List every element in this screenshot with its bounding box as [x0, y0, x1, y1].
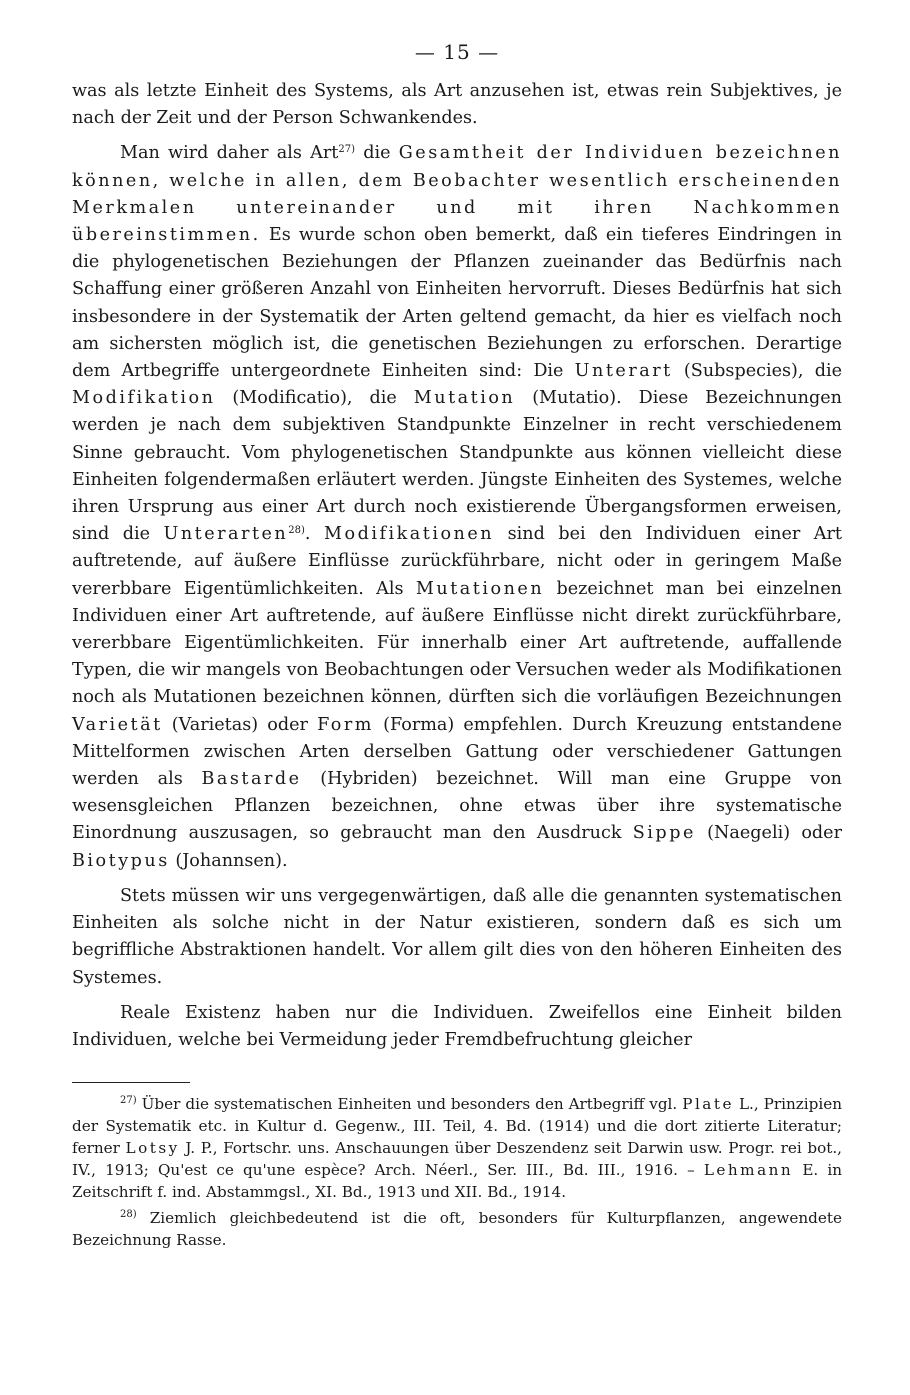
footnote-ref: 28) — [288, 525, 305, 537]
footnote-ref: 27) — [120, 1095, 137, 1107]
spaced-term: Form — [317, 714, 374, 735]
footnote — [72, 1207, 842, 1251]
paragraph — [72, 140, 842, 874]
spaced-term: Bastarde — [201, 769, 302, 790]
text-run: Stets müssen wir uns vergegenwärtigen, daß alle die genannten systematischen Einheiten als solche nicht in der Natur existieren, sondern daß es sich um begriffliche Abstraktionen handelt. Vor allem gilt dies von den höheren Einheiten des Systemes. — [72, 885, 842, 988]
text-run: die — [354, 143, 399, 164]
text-run: sind bei den Individuen einer Art auftretende, auf äußere Einflüsse zurückführbare, nicht oder in geringem Maße vererbbare Eigentümlichkeiten. Als — [72, 524, 842, 599]
text-run: . — [304, 524, 324, 545]
page — [72, 40, 842, 1251]
spaced-term: Varietät — [72, 714, 163, 735]
page-number: — 15 — — [414, 40, 500, 64]
spaced-term: Lehmann — [703, 1161, 794, 1180]
spaced-term: Mutation — [413, 388, 516, 409]
spaced-term: Modifikation — [72, 388, 216, 409]
text-run: L., Prinzipien der Systematik etc. in Kultur d. Gegenw., III. Teil, 4. Bd. (1914) und die dort zitierte Literatur; ferner — [72, 1095, 842, 1158]
paragraph — [72, 1000, 842, 1054]
spaced-term: Modifikationen — [323, 524, 495, 545]
body-text — [72, 78, 842, 1054]
paragraph — [72, 78, 842, 132]
text-run: J. P., Fortschr. uns. Anschauungen über Deszendenz seit Darwin usw. Progr. rei bot., IV., 1913; Qu'est ce qu'une espèce? Arch. Néerl., Ser. III., Bd. III., 1916. – — [72, 1139, 842, 1180]
text-run: E. in Zeitschrift f. ind. Abstammgsl., XI. Bd., 1913 und XII. Bd., 1914. — [72, 1161, 842, 1202]
text-run: was als letzte Einheit des Systems, als Art anzusehen ist, etwas rein Subjektives, je nach der Zeit und der Person Schwankendes. — [72, 81, 842, 129]
text-run: (Johannsen). — [169, 850, 288, 871]
paragraph — [72, 883, 842, 992]
text-run: Man wird daher als Art — [120, 143, 339, 164]
text-run: Über die systematischen Einheiten und besonders den Artbegriff vgl. — [136, 1095, 683, 1114]
spaced-term: Plate — [682, 1095, 734, 1114]
spaced-term: Mutationen — [415, 578, 545, 599]
text-run: Reale Existenz haben nur die Individuen. Zweifellos eine Einheit bilden Individuen, welche bei Vermeidung jeder Fremdbefruchtung gleicher — [72, 1002, 842, 1050]
text-run: (Mutatio). Diese Bezeichnungen werden je nach dem subjektiven Standpunkte Einzelner in recht verschiedenem Sinne gebraucht. Vom phylogenetischen Standpunkte aus können vielleicht diese Einheiten folgendermaßen erläutert werden. Jüngste Einheiten des Systemes, welche ihren Ursprung aus einer Art durch noch existierende Übergangsformen erweisen, sind die — [72, 388, 842, 545]
text-run: (Naegeli) oder — [695, 823, 842, 844]
spaced-term: Unterarten — [163, 524, 289, 545]
text-run: (Varietas) oder — [162, 714, 318, 735]
text-run: Ziemlich gleichbedeutend ist die oft, besonders für Kulturpflanzen, angewendete Bezeichnung Rasse. — [72, 1209, 842, 1250]
footnote — [72, 1093, 842, 1203]
text-run: (Hybriden) bezeichnet. Will man eine Gruppe von wesensgleichen Pflanzen bezeichnen, ohne etwas über ihre systematische Einordnung auszusagen, so gebraucht man den Ausdruck — [72, 769, 842, 844]
spaced-term: Unterart — [574, 361, 673, 382]
spaced-term: Biotypus — [72, 850, 170, 871]
text-run: (Subspecies), die — [672, 361, 842, 382]
text-run: bezeichnet man bei einzelnen Individuen einer Art auftretende, auf äußere Einflüsse nicht direkt zurückführbare, vererbbare Eigentümlichkeiten. Für innerhalb einer Art auftretende, auffallende Typen, die wir mangels von Beobachtungen oder Versuchen weder als Modifikationen noch als Mutationen bezeichnen können, dürften sich die vorläufigen Bezeichnungen — [72, 578, 842, 708]
text-run: (Forma) empfehlen. Durch Kreuzung entstandene Mittelformen zwischen Arten derselben Gattung oder verschiedener Gattungen werden als — [72, 714, 842, 790]
text-run: Es wurde schon oben bemerkt, daß ein tieferes Eindringen in die phylogenetischen Beziehungen der Pflanzen zueinander das Bedürfnis nach Schaffung einer größeren Anzahl von Einheiten hervorruft. Dieses Bedürfnis hat sich insbesondere in der Systematik der Arten geltend gemacht, da hier es vielfach noch am sichersten möglich ist, die genetischen Beziehungen zu erforschen. Derartige dem Artbegriffe untergeordnete Einheiten sind: Die — [72, 225, 842, 382]
spaced-term: Lotsy — [125, 1139, 180, 1158]
footnote-ref: 28) — [120, 1209, 137, 1221]
spaced-term: Gesamtheit der Individuen bezeichnen können, welche in allen, dem Beobachter wesentlich erscheinenden Merkmalen untereinander und mit ihren Nachkommen übereinstimmen. — [72, 143, 843, 246]
text-run: (Modificatio), die — [215, 388, 414, 409]
spaced-term: Sippe — [632, 823, 696, 844]
footnote-ref: 27) — [338, 144, 355, 156]
footnote-divider — [72, 1082, 190, 1083]
footnotes — [72, 1093, 842, 1251]
